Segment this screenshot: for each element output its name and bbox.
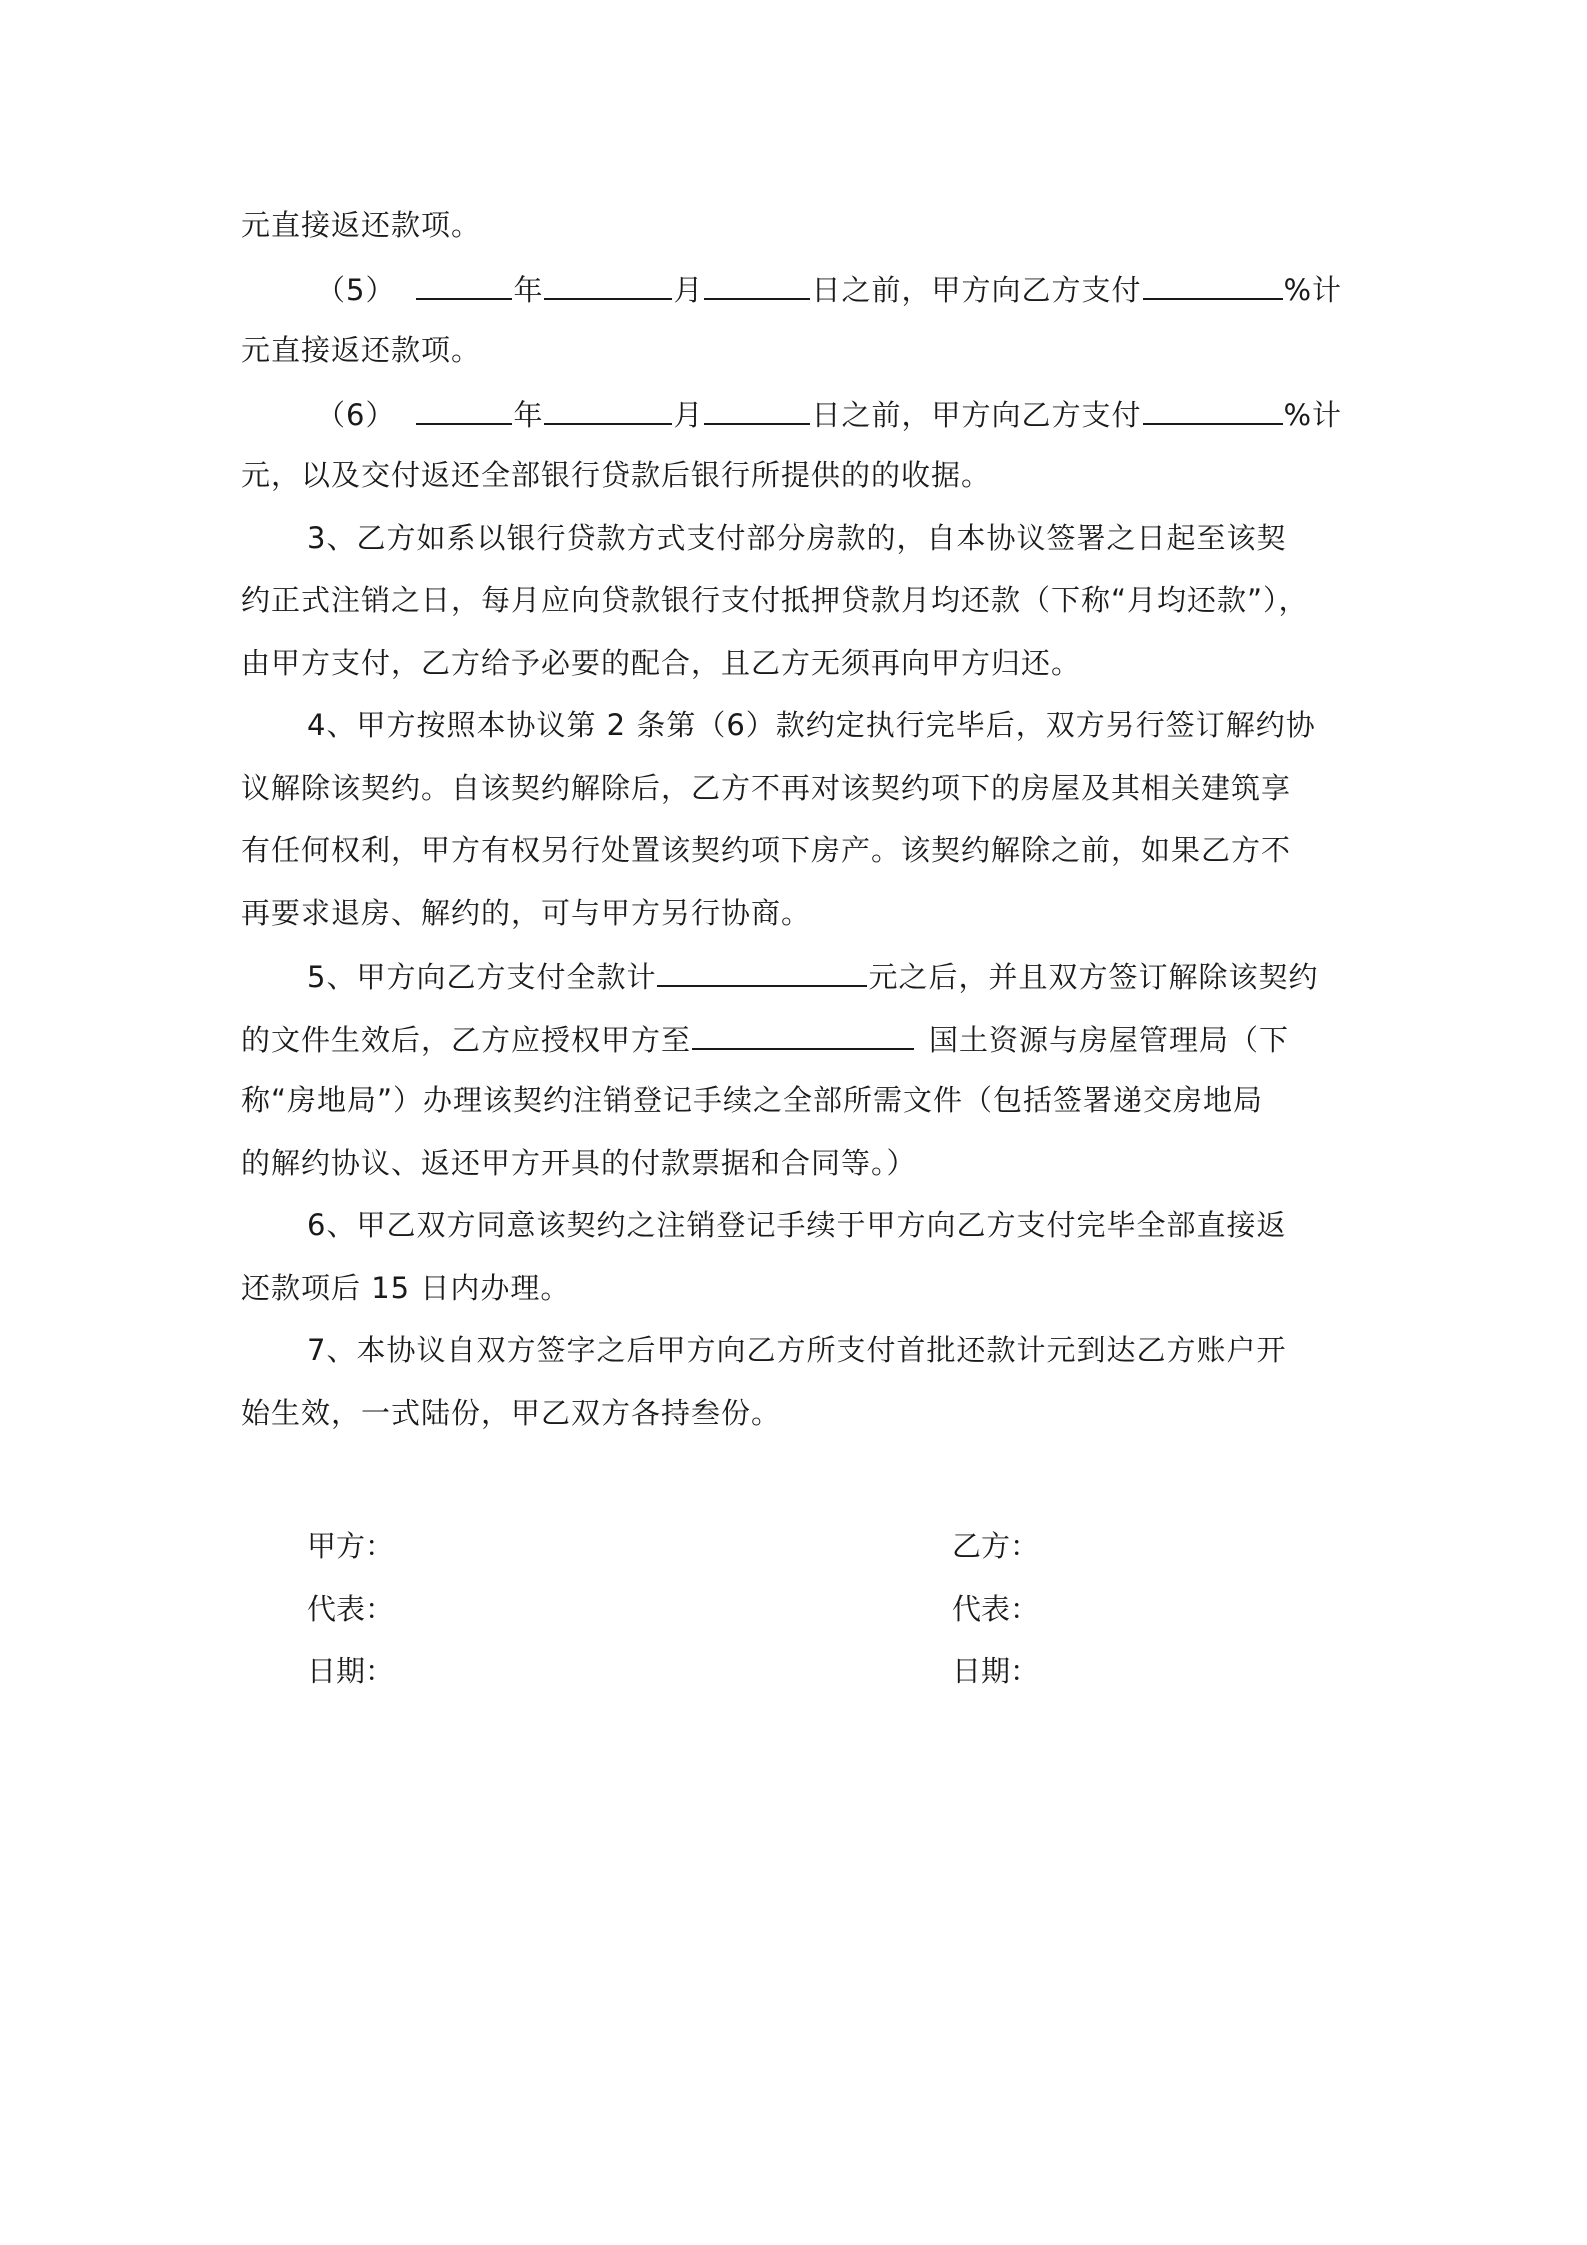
- text: 日之前，甲方向乙方支付: [811, 398, 1142, 432]
- representative-a-label: 代表：: [307, 1592, 395, 1626]
- text: 约正式注销之日，每月应向贷款银行支付抵押贷款月均还款（下称“月均还款”），: [241, 583, 1309, 617]
- text: 再要求退房、解约的，可与甲方另行协商。: [241, 896, 812, 930]
- text: 6、甲乙双方同意该契约之注销登记手续于甲方向乙方支付完毕全部直接返: [307, 1208, 1287, 1242]
- item-number: （6）: [316, 398, 396, 432]
- text: 的文件生效后，乙方应授权甲方至: [241, 1023, 692, 1057]
- paragraph-line: [241, 1080, 1263, 1120]
- paragraph-line: [241, 580, 1309, 620]
- text: 年: [513, 273, 544, 307]
- text: 由甲方支付，乙方给予必要的配合，且乙方无须再向甲方归还。: [241, 646, 1082, 680]
- paragraph-line: [241, 643, 1081, 683]
- text: 月: [673, 398, 704, 432]
- paragraph-line-item-6: [316, 393, 1342, 435]
- paragraph-line: [307, 1205, 1286, 1245]
- text: 国土资源与房屋管理局（下: [929, 1023, 1290, 1057]
- text: 元，以及交付返还全部银行贷款后银行所提供的的收据。: [241, 458, 992, 492]
- paragraph-line: [241, 330, 481, 370]
- text: 5、甲方向乙方支付全款计: [307, 960, 657, 994]
- blank-city[interactable]: [692, 1018, 914, 1050]
- date-b-label: 日期：: [952, 1654, 1040, 1688]
- text: 7、本协议自双方签字之后甲方向乙方所支付首批还款计元到达乙方账户开: [307, 1333, 1287, 1367]
- paragraph-line: [241, 768, 1291, 808]
- paragraph-line: [307, 1330, 1286, 1370]
- paragraph-line: [241, 455, 991, 495]
- text: 的解约协议、返还甲方开具的付款票据和合同等。）: [241, 1146, 917, 1180]
- text: %计: [1283, 398, 1343, 432]
- text: 元直接返还款项。: [241, 333, 482, 367]
- paragraph-line: [307, 955, 1318, 997]
- text: 元直接返还款项。: [241, 208, 482, 242]
- blank-percent[interactable]: [1143, 393, 1283, 425]
- text: %计: [1283, 273, 1343, 307]
- party-b-label: 乙方：: [952, 1529, 1040, 1563]
- blank-day[interactable]: [704, 393, 810, 425]
- blank-year[interactable]: [416, 393, 512, 425]
- blank-percent[interactable]: [1143, 268, 1283, 300]
- date-a-label: 日期：: [307, 1654, 395, 1688]
- text: 始生效，一式陆份，甲乙双方各持叁份。: [241, 1396, 782, 1430]
- blank-month[interactable]: [544, 268, 672, 300]
- paragraph-line: [241, 205, 481, 245]
- paragraph-line: [241, 893, 811, 933]
- representative-b-label: 代表：: [952, 1592, 1040, 1626]
- blank-month[interactable]: [544, 393, 672, 425]
- text: 日之前，甲方向乙方支付: [811, 273, 1142, 307]
- text: 还款项后 15 日内办理。: [241, 1271, 571, 1305]
- text: 称“房地局”）办理该契约注销登记手续之全部所需文件（包括签署递交房地局: [241, 1083, 1264, 1117]
- paragraph-line: [307, 518, 1286, 558]
- paragraph-line: [241, 1018, 1289, 1060]
- text: 有任何权利，甲方有权另行处置该契约项下房产。该契约解除之前，如果乙方不: [241, 833, 1292, 867]
- blank-amount[interactable]: [657, 955, 867, 987]
- text: 月: [673, 273, 704, 307]
- paragraph-line: [241, 1268, 570, 1308]
- paragraph-line: [241, 1143, 917, 1183]
- paragraph-line: [241, 830, 1291, 870]
- blank-day[interactable]: [704, 268, 810, 300]
- blank-year[interactable]: [416, 268, 512, 300]
- text: 3、乙方如系以银行贷款方式支付部分房款的，自本协议签署之日起至该契: [307, 521, 1287, 555]
- paragraph-line: [307, 705, 1316, 745]
- paragraph-line: [241, 1393, 781, 1433]
- text: 元之后，并且双方签订解除该契约: [868, 960, 1319, 994]
- paragraph-line-item-5: [316, 268, 1342, 310]
- party-a-label: 甲方：: [307, 1529, 395, 1563]
- text: 年: [513, 398, 544, 432]
- text: 4、甲方按照本协议第 2 条第（6）款约定执行完毕后，双方另行签订解约协: [307, 708, 1316, 742]
- text: 议解除该契约。自该契约解除后，乙方不再对该契约项下的房屋及其相关建筑享: [241, 771, 1292, 805]
- item-number: （5）: [316, 273, 396, 307]
